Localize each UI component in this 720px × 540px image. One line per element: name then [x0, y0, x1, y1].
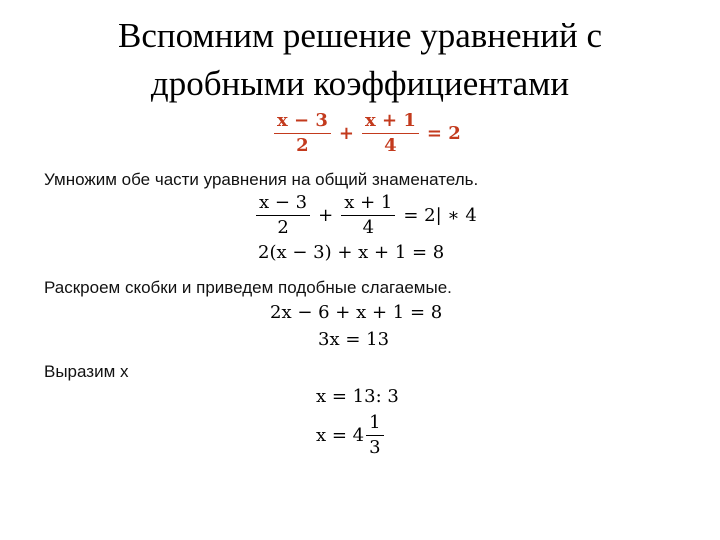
- step-1-text: Умножим обе части уравнения на общий знаменатель.: [44, 170, 479, 189]
- step-1-fraction-2: [341, 192, 395, 239]
- step-3-text: Выразим x: [44, 362, 129, 381]
- step-3-fraction: [366, 412, 383, 459]
- step-2-text: Раскроем скобки и приведем подобные слагаемые.: [44, 278, 452, 297]
- step-2-line-1: 2x − 6 + x + 1 = 8: [270, 302, 443, 323]
- step-3-fraction-numerator: 1: [366, 412, 383, 436]
- step-3-fraction-denominator: 3: [369, 437, 381, 458]
- fraction-2-denominator: 4: [384, 135, 397, 156]
- step-1-fraction-1: [256, 192, 310, 239]
- fraction-1-numerator: x − 3: [274, 110, 331, 134]
- step-1-line-2: 2(x − 3) + x + 1 = 8: [258, 242, 445, 263]
- step-2-line-2: 3x = 13: [318, 329, 390, 350]
- fraction-2-numerator: x + 1: [362, 110, 419, 134]
- step-1-rhs: = 2| ∗ 4: [403, 205, 477, 226]
- step-3-line-1: x = 13: 3: [316, 386, 399, 407]
- title-line-1: Вспомним решение уравнений с: [117, 16, 603, 55]
- step-1-fraction-2-denominator: 4: [362, 217, 375, 238]
- step-1-fraction-2-numerator: x + 1: [341, 192, 395, 216]
- step-3-line-2-prefix: x = 4: [316, 425, 365, 446]
- step-1-fraction-1-denominator: 2: [277, 217, 289, 238]
- equals-rhs: = 2: [426, 123, 461, 144]
- step-1-fraction-1-numerator: x − 3: [256, 192, 310, 216]
- title-line-2: дробными коэффициентами: [150, 64, 570, 103]
- fraction-1: [274, 110, 331, 157]
- slide-title: [0, 12, 720, 108]
- fraction-1-denominator: 2: [296, 135, 309, 156]
- step-1-plus-sign: +: [318, 205, 334, 226]
- step-1-equation: [254, 192, 483, 239]
- step-3-line-2: [316, 412, 386, 459]
- main-equation: [272, 110, 467, 157]
- fraction-2: [362, 110, 419, 157]
- plus-sign: +: [338, 123, 354, 144]
